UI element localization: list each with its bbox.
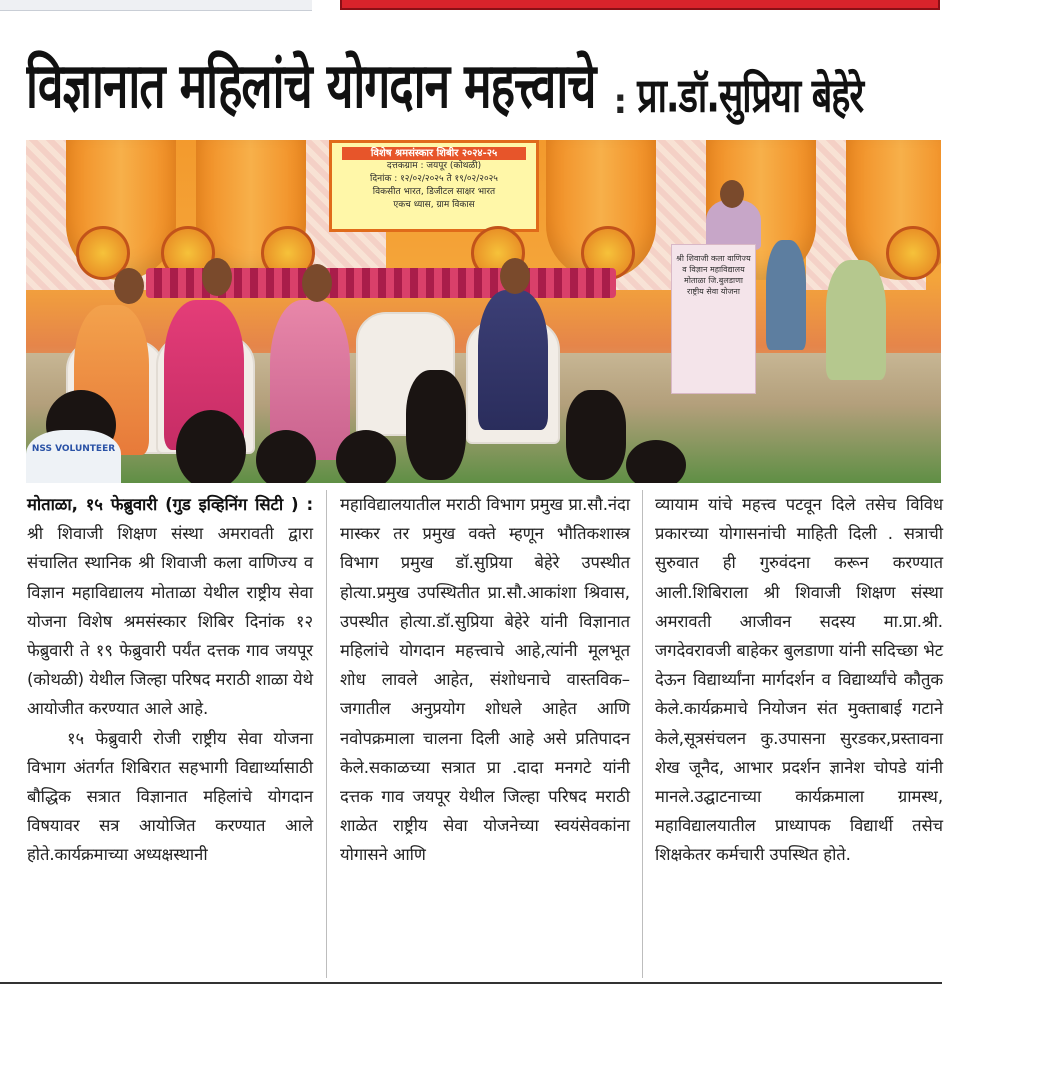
guest-seated (478, 290, 548, 430)
podium-line: राष्ट्रीय सेवा योजना (687, 287, 740, 296)
bottom-rule (0, 982, 942, 984)
banner-line: दत्तकग्राम : जयपूर (कोथळी) (386, 161, 482, 171)
guest-head (202, 258, 232, 296)
column-divider (326, 490, 327, 978)
column-divider (642, 490, 643, 978)
camp-banner (329, 140, 539, 232)
headline (26, 36, 946, 126)
speaker-head (720, 180, 744, 208)
staff-seated (766, 240, 806, 350)
article-paragraph: १५ फेब्रुवारी रोजी राष्ट्रीय सेवा योजना विभाग अंतर्गत शिबिरात सहभागी विद्यार्थ्यासाठी बौद्धिक सत्रात विज्ञानात महिलांचे योगदान विषयावर सत्र आयोजित करण्यात आले होते.कार्यक्रमाच्या अध्यक्षस्थानी (27, 728, 313, 865)
podium (671, 244, 756, 394)
banner-line: दिनांक : १२/०२/२०२५ ते १९/०२/२०२५ (370, 174, 498, 184)
guest-head (500, 258, 530, 294)
article-paragraph: महाविद्यालयातील मराठी विभाग प्रमुख प्रा.सौ.नंदा मास्कर तर प्रमुख वक्ते म्हणून भौतिकशास्त्र विभाग प्रमुख डॉ.सुप्रिया बेहेरे उपस्थीत होत्या.प्रमुख उपस्थितीत प्रा.सौ.आकांशा श्रिवास, उपस्थीत होत्या.डॉ.सुप्रिया बेहेरे यांनी विज्ञानात महिलांचे योगदान महत्त्वाचे आहे,त्यांनी मूलभूत शोध लावले आहेत, संशोधनाचे वास्तविक–जगातील अनुप्रयोग शोधले आहेत आणि नवोपक्रमाला चालना दिली आहे असे प्रतिपादन केले.सकाळच्या सत्रात प्रा .दादा मनगटे यांनी दत्तक गाव जयपूर येथील जिल्हा परिषद मराठी शाळेत राष्ट्रीय सेवा योजनेच्या स्वयंसेवकांना योगासने आणि (340, 495, 630, 865)
event-photo (26, 140, 941, 483)
audience-student (336, 430, 396, 483)
article-column-3 (655, 490, 943, 870)
audience-student (626, 440, 686, 483)
banner-title: विशेष श्रमसंस्कार शिबीर २०२४-२५ (342, 147, 526, 160)
audience-student (406, 370, 466, 480)
previous-article-edge (0, 0, 312, 11)
previous-article-red-box (340, 0, 940, 10)
podium-line: मोताळा जि.बुलडाणा (684, 276, 743, 285)
audience-student (256, 430, 316, 483)
headline-main: विज्ञानात महिलांचे योगदान महत्त्वाचे (26, 49, 596, 122)
podium-line: श्री शिवाजी कला वाणिज्य (676, 254, 751, 263)
podium-line: व विज्ञान महाविद्यालय (682, 265, 745, 274)
audience-student (566, 390, 626, 480)
staff-seated (826, 260, 886, 380)
guest-head (302, 264, 332, 302)
banner-line: एकच ध्यास, ग्राम विकास (393, 200, 475, 210)
dateline: मोताळा, १५ फेब्रुवारी (गुड इव्हिनिंग सिटी ) : (27, 495, 313, 514)
article-column-2 (340, 490, 630, 870)
article-paragraph: श्री शिवाजी शिक्षण संस्था अमरावती द्वारा संचालित स्थानिक श्री शिवाजी कला वाणिज्य व विज्ञान महाविद्यालय मोताळा येथील राष्ट्रीय सेवा योजना विशेष श्रमसंस्कार शिबिर दिनांक १२ फेब्रुवारी ते १९ फेब्रुवारी पर्यंत दत्तक गाव जयपूर (कोथळी) येथील जिल्हा परिषद मराठी शाळा येथे आयोजीत करण्यात आले आहे. (27, 524, 313, 719)
banner-line: विकसीत भारत, डिजीटल साक्षर भारत (372, 187, 496, 197)
article-paragraph: व्यायाम यांचे महत्त्व पटवून दिले तसेच विविध प्रकारच्या योगासनांची माहिती दिली . सत्राची सुरुवात ही गुरुवंदना करून करण्यात आली.शिबिराला श्री शिवाजी शिक्षण संस्था अमरावती आजीवन सदस्य मा.प्रा.श्री. जगदेवरावजी बाहेकर बुलडाणा यांनी सदिच्छा भेट देऊन विद्यार्थ्यांना मार्गदर्शन व विद्यार्थ्यांचे कौतुक केले.कार्यक्रमाचे नियोजन संत मुक्ताबाई गटाने केले,सूत्रसंचलन कु.उपासना सुरडकर,प्रस्तावना शेख जूनैद, आभार प्रदर्शन ज्ञानेश चोपडे यांनी मानले.उद्घाटनाच्या कार्यक्रमाला ग्रामस्थ, महाविद्यालयातील प्राध्यापक विद्यार्थी तसेच शिक्षकेतर कर्मचारी उपस्थित होते. (655, 495, 943, 865)
article-column-1 (27, 490, 313, 870)
audience-student (176, 410, 246, 483)
decor-cushion (886, 226, 940, 280)
nss-volunteer-tshirt: NSS VOLUNTEER (26, 430, 121, 483)
guest-head (114, 268, 144, 304)
headline-byline: प्रा.डॉ.सुप्रिया बेहेरे (637, 70, 864, 124)
headline-separator: : (613, 82, 628, 122)
